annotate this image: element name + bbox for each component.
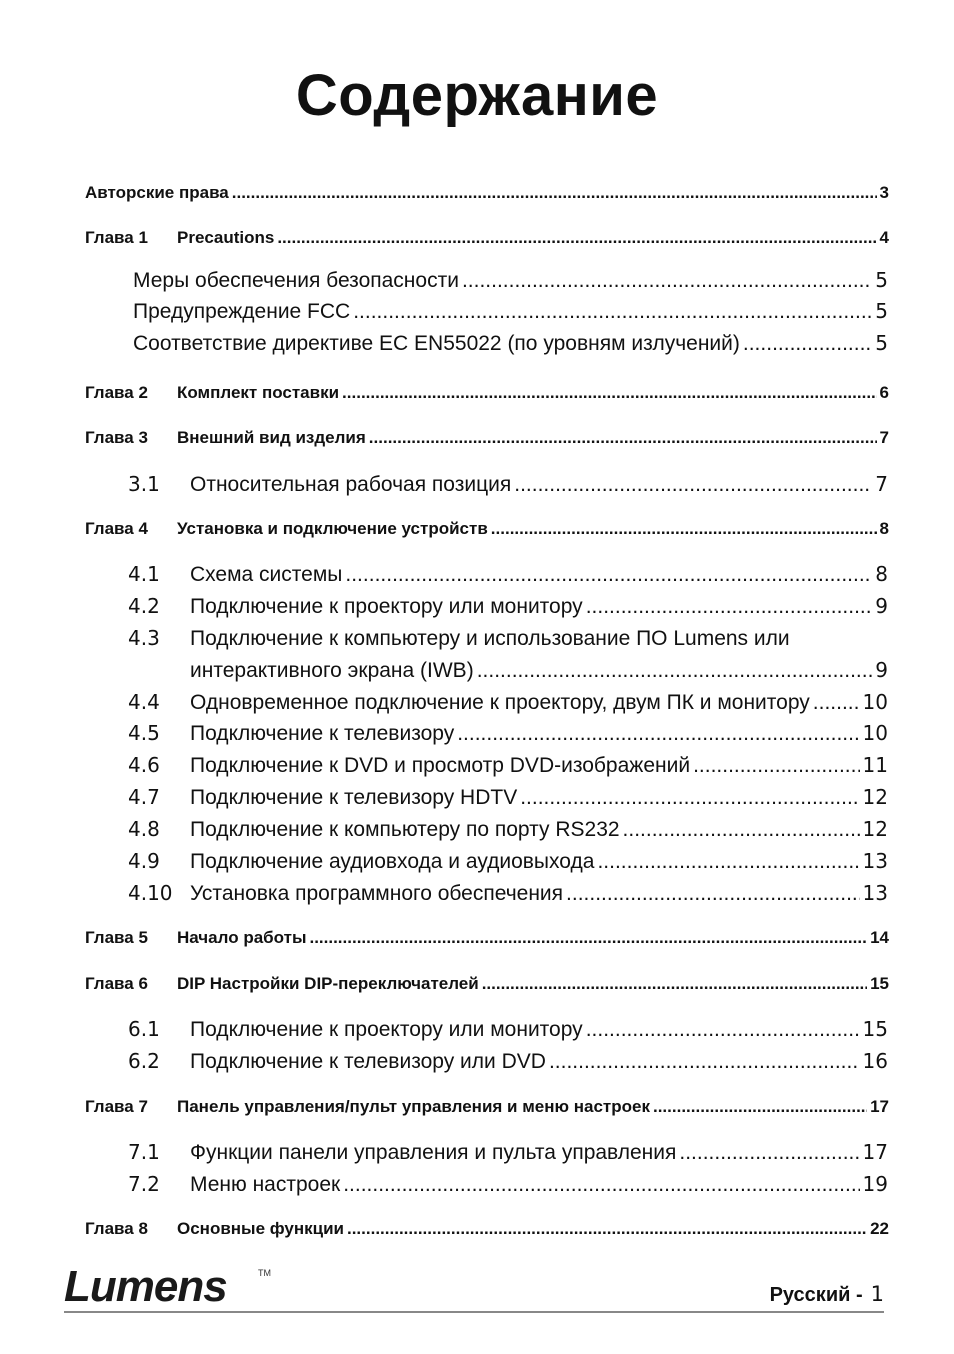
toc-item[interactable] [133,331,888,356]
toc-page-number: 12 [862,817,888,841]
toc-page-number: 5 [875,268,888,292]
section-number: 6.2 [128,1049,160,1073]
toc-page-number: 9 [875,658,888,682]
toc-page-number: 16 [862,1049,888,1073]
toc-page-number: 3 [879,183,889,202]
dot-leader [813,691,860,715]
chapter-title: Начало работы [177,928,307,947]
toc-page-number: 17 [870,1097,889,1116]
dot-leader [309,928,867,948]
toc-entry-title: Авторские права [85,183,229,202]
toc-item-continuation[interactable] [128,658,888,683]
toc-item-title: Подключение к DVD и просмотр DVD-изображений [190,754,691,777]
dot-leader [491,519,877,539]
chapter-title: DIP Настройки DIP-переключателей [177,974,479,993]
toc-page-number: 11 [862,753,888,777]
lumens-logo: Lumens [64,1262,227,1311]
dot-leader [566,882,860,906]
chapter-title: Комплект поставки [177,383,340,402]
footer-page-number: 1 [870,1282,884,1306]
page-title: Содержание [295,63,659,128]
section-number: 4.10 [128,881,173,905]
dot-leader [353,300,872,324]
dot-leader [345,563,872,587]
section-number: 4.4 [128,690,160,714]
toc-item[interactable] [128,721,888,746]
toc-item[interactable] [128,1017,888,1042]
toc-item-title: Установка программного обеспечения [190,882,564,905]
chapter-label: Глава 3 [85,428,148,447]
dot-leader [477,659,873,683]
dot-leader [520,786,859,810]
toc-entry-copyright[interactable] [85,183,889,203]
chapter-label: Глава 5 [85,928,148,947]
chapter-label: Глава 8 [85,1219,148,1238]
toc-item[interactable] [128,594,888,619]
toc-item-title: Подключение аудиовхода и аудиовыхода [190,850,595,873]
toc-item-title: Подключение к телевизору [190,722,455,745]
dot-leader [457,722,859,746]
toc-item-title: Меню настроек [190,1173,341,1196]
toc-page-number: 7 [875,472,888,496]
dot-leader [623,818,860,842]
toc-chapter-8[interactable] [85,1219,889,1239]
toc-item[interactable] [128,753,888,778]
toc-chapter-6[interactable] [85,974,889,994]
section-number: 7.2 [128,1172,160,1196]
dot-leader [549,1050,860,1074]
chapter-label: Глава 1 [85,228,148,247]
toc-item[interactable] [133,268,888,293]
toc-chapter-3[interactable] [85,428,889,448]
toc-item[interactable] [128,849,888,874]
section-number: 4.5 [128,721,160,745]
toc-page-number: 13 [862,849,888,873]
section-number: 4.6 [128,753,160,777]
footer-divider [64,1311,884,1313]
toc-page-number: 13 [862,881,888,905]
dot-leader [743,332,872,356]
toc-item-title: Подключение к компьютеру и использование ПО Lumens или [190,627,790,650]
dot-leader [653,1097,867,1117]
dot-leader [232,183,877,203]
section-number: 4.2 [128,594,160,618]
toc-item-title: Схема системы [190,563,343,586]
toc-page-number: 6 [879,383,889,402]
section-number: 3.1 [128,472,160,496]
section-number: 4.1 [128,562,160,586]
toc-page-number: 5 [875,299,888,323]
section-number: 4.7 [128,785,160,809]
dot-leader [597,850,859,874]
chapter-title: Основные функции [177,1219,344,1238]
section-number: 7.1 [128,1140,160,1164]
chapter-label: Глава 7 [85,1097,148,1116]
dot-leader [693,754,859,778]
toc-item-title: Относительная рабочая позиция [190,473,512,496]
toc-item-title: Подключение к телевизору или DVD [190,1050,546,1073]
toc-item[interactable] [128,690,888,715]
toc-page-number: 8 [879,519,889,538]
toc-page-number: 22 [870,1219,889,1238]
toc-page-number: 14 [870,928,889,947]
toc-chapter-1[interactable] [85,228,889,248]
toc-item[interactable] [128,562,888,587]
toc-item-title: интерактивного экрана (IWB) [190,659,474,682]
footer-page-label [770,1282,884,1307]
dot-leader [586,595,873,619]
toc-item-title: Соответствие директиве EC EN55022 (по уровням излучений) [133,332,740,355]
section-number: 4.9 [128,849,160,873]
dot-leader [342,383,876,403]
chapter-label: Глава 6 [85,974,148,993]
toc-page-number: 8 [875,562,888,586]
section-number: 4.8 [128,817,160,841]
toc-item[interactable] [128,1049,888,1074]
toc-page-number: 15 [862,1017,888,1041]
toc-item[interactable] [128,472,888,497]
chapter-title: Precautions [177,228,275,247]
chapter-title: Панель управления/пульт управления и меню настроек [177,1097,650,1116]
section-number: 4.3 [128,626,160,650]
toc-item[interactable] [128,817,888,842]
toc-page-number: 10 [862,721,888,745]
chapter-title: Внешний вид изделия [177,428,366,447]
dot-leader [277,228,876,248]
chapter-label: Глава 4 [85,519,148,538]
toc-page-number: 10 [862,690,888,714]
toc-item-title: Одновременное подключение к проектору, двум ПК и монитору [190,691,810,714]
toc-item-title: Предупреждение FCC [133,300,351,323]
dot-leader [514,473,872,497]
toc-item[interactable] [128,785,888,810]
toc-page-number: 4 [879,228,889,247]
toc-item-title: Подключение к телевизору HDTV [190,786,518,809]
toc-chapter-4[interactable] [85,519,889,539]
chapter-title: Установка и подключение устройств [177,519,488,538]
dot-leader [343,1173,859,1197]
trademark-mark: TM [258,1268,271,1278]
toc-item-title: Функции панели управления и пульта управления [190,1141,677,1164]
toc-chapter-7[interactable] [85,1097,889,1117]
dot-leader [369,428,877,448]
toc-item[interactable] [133,299,888,324]
toc-chapter-2[interactable] [85,383,889,403]
toc-item-title: Меры обеспечения безопасности [133,269,459,292]
section-number: 6.1 [128,1017,160,1041]
toc-page-number: 15 [870,974,889,993]
dot-leader [679,1141,859,1165]
toc-item[interactable] [128,1172,888,1197]
toc-chapter-5[interactable] [85,928,889,948]
toc-page-number: 5 [875,331,888,355]
toc-item[interactable] [128,626,888,651]
toc-item[interactable] [128,881,888,906]
toc-page-number: 9 [875,594,888,618]
toc-page-number: 7 [879,428,889,447]
toc-item[interactable] [128,1140,888,1165]
footer-language: Русский - [769,1284,863,1306]
toc-page-number: 19 [862,1172,888,1196]
chapter-label: Глава 2 [85,383,148,402]
toc-item-title: Подключение к компьютеру по порту RS232 [190,818,620,841]
toc-item-title: Подключение к проектору или монитору [190,1018,583,1041]
toc-page-number: 17 [862,1140,888,1164]
dot-leader [347,1219,867,1239]
dot-leader [462,269,872,293]
toc-page-number: 12 [862,785,888,809]
dot-leader [586,1018,860,1042]
dot-leader [482,974,867,994]
toc-item-title: Подключение к проектору или монитору [190,595,583,618]
